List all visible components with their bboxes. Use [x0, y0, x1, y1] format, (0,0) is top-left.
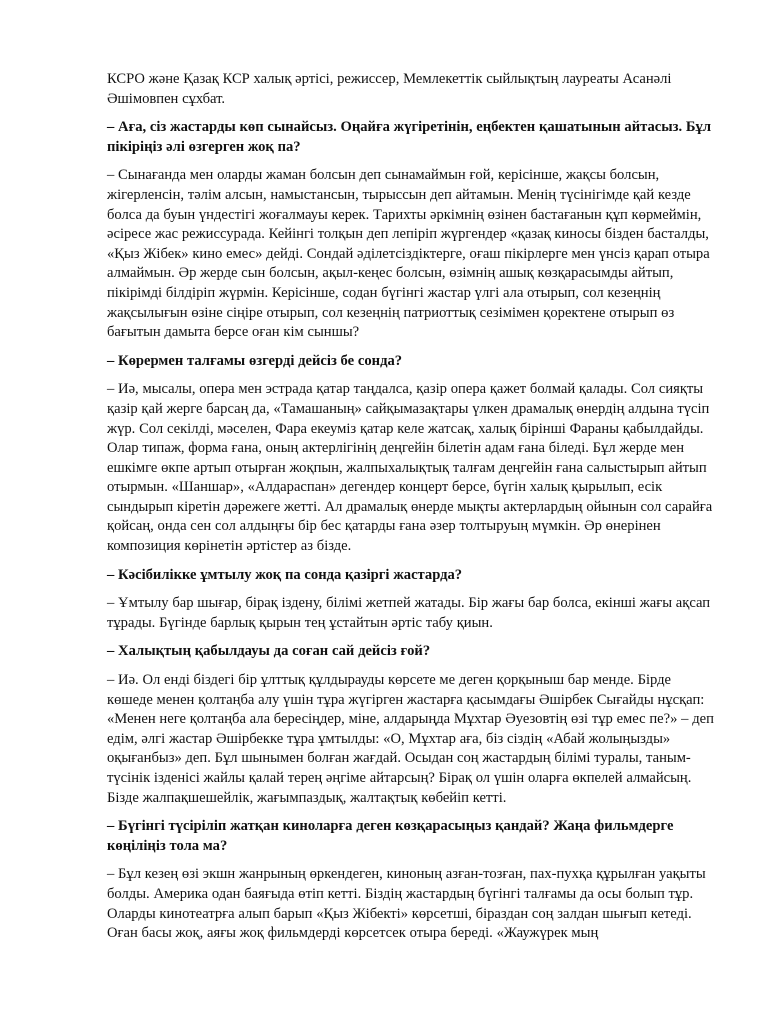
answer-paragraph: – Иә, мысалы, опера мен эстрада қатар таңдалса, қазір опера қажет болмай қалады. Сол сияқты қазір қай жерге барсаң да, «Тамашаның» сайқымазақтары үлкен драмалық өнердің алдына түсіп жүр. Сол секілді, мәселен, Фара екеуміз қатар келе жатсақ, халық бірінші Фараны қабылдайды. Олар типаж, форма ғана, оның актерлігінің деңгейін білетін адам ғана біледі. Бұл жерде мен ешкімге өкпе артып отырған жоқпын, жалпыхалықтық талғам деңгейін ғана салыстырып айтып отырмын. «Шаншар», «Алдараспан» дегендер концерт берсе, бүгін халық қырылып, есік сындырып кіретін дәрежеге жетті. Ал драмалық өнерде мықты актерлардың ойынын сол сарайға қойсаң, онда сен сол алдыңғы бір бес қатарды ғана әзер толтыруың мүмкін. Әр өнерінен композиция көрінетін әртістер аз бізде.	[107, 381, 713, 555]
question-paragraph: – Кәсібилікке ұмтылу жоқ па сонда қазіргі жастарда?	[107, 566, 463, 583]
answer-paragraph: – Бұл кезең өзі экшн жанрының өркендеген, киноның азған-тозған, пах-пухқа құрылған уақыты болды. Америка одан баяғыда өтіп кетті. Біздің жастардың бүгінгі талғамы да осы болып тұр. Оларды кинотеатрға алып барып «Қыз Жібекті» көрсетші, біраздан соң залдан шығып кетеді. Оған басы жоқ, аяғы жоқ фильмдерді көрсетсек отыра береді. «Жаужүрек мың	[107, 866, 706, 942]
answer-paragraph: – Ұмтылу бар шығар, бірақ іздену, білімі жетпей жатады. Бір жағы бар болса, екінші жағы ақсап тұрады. Бүгінде барлық қырын тең ұстайтын әртіс табу қиын.	[107, 595, 711, 631]
question-paragraph: – Көрермен талғамы өзгерді дейсіз бе сонда?	[107, 352, 403, 369]
question-paragraph: – Бүгінгі түсіріліп жатқан киноларға деген көзқарасыңыз қандай? Жаңа фильмдерге көңіліңіз тола ма?	[107, 818, 674, 854]
intro-paragraph: КСРО және Қазақ КСР халық әртісі, режиссер, Мемлекеттік сыйлықтың лауреаты Асанәлі Әшімовпен сұхбат.	[107, 71, 672, 107]
question-paragraph: – Аға, сіз жастарды көп сынайсыз. Оңайға жүгіретінін, еңбектен қашатынын айтасыз. Бұл пікіріңіз әлі өзгерген жоқ па?	[107, 119, 712, 155]
answer-paragraph: – Сынағанда мен оларды жаман болсын деп сынамаймын ғой, керісінше, жақсы болсын, жігерленсін, тәлім алсын, намыстансын, тырыссын деп айтамын. Менің түсінігімде қай кезде болса да буын үндестігі жоғалмауы керек. Тарихты әркімнің өзінен бастағанын құп көрмеймін, әсіресе жас режиссурада. Кейінгі толқын деп лепіріп жүргендер «қазақ киносы бізден басталды, «Қыз Жібек» кино емес» дейді. Сондай әділетсіздіктерге, оғаш пікірлерге мен үнсіз қарап отыра алмаймын. Әр жерде сын болсын, ақыл-кеңес болсын, өзімнің ашық көзқарасымды айтып, пікірімді білдіріп жүрмін. Керісінше, содан бүгінгі жастар үлгі ала отырып, сол кезеңнің жақсылығын өзіне сіңіре отырып, сол кезеңнің патриоттық сезімімен қоректене отырып өз бағытын дамыта берсе оған кім сыншы?	[107, 167, 710, 341]
document-page	[107, 70, 719, 953]
question-paragraph: – Халықтың қабылдауы да соған сай дейсіз ғой?	[107, 643, 431, 660]
answer-paragraph: – Иә. Ол енді біздегі бір ұлттық құлдырауды көрсете ме деген қорқыныш бар менде. Бірде көшеде менен қолтаңба алу үшін тұра жүгірген жастарға қасымдағы Әшірбек Сығайды нұсқап: «Менен неге қолтаңба ала бересіңдер, міне, алдарыңда Мұхтар Әуезовтің өзі тұр емес пе?» – деп едім, әлгі жастар Әшірбекке тұра ұмтылды: «О, Мұхтар аға, біз сіздің «Абай жолыңызды» оқығанбыз» деп. Бұл шынымен болған жағдай. Осыдан соң жастардың білімі туралы, таным-түсінік ізденісі жайлы қалай терең әңгіме айтарсың? Бірақ ол үшін оларға өкпелей алмайсың. Бізде жалпақшешейлік, жағымпаздық, жалтақтық көбейіп кетті.	[107, 672, 714, 806]
